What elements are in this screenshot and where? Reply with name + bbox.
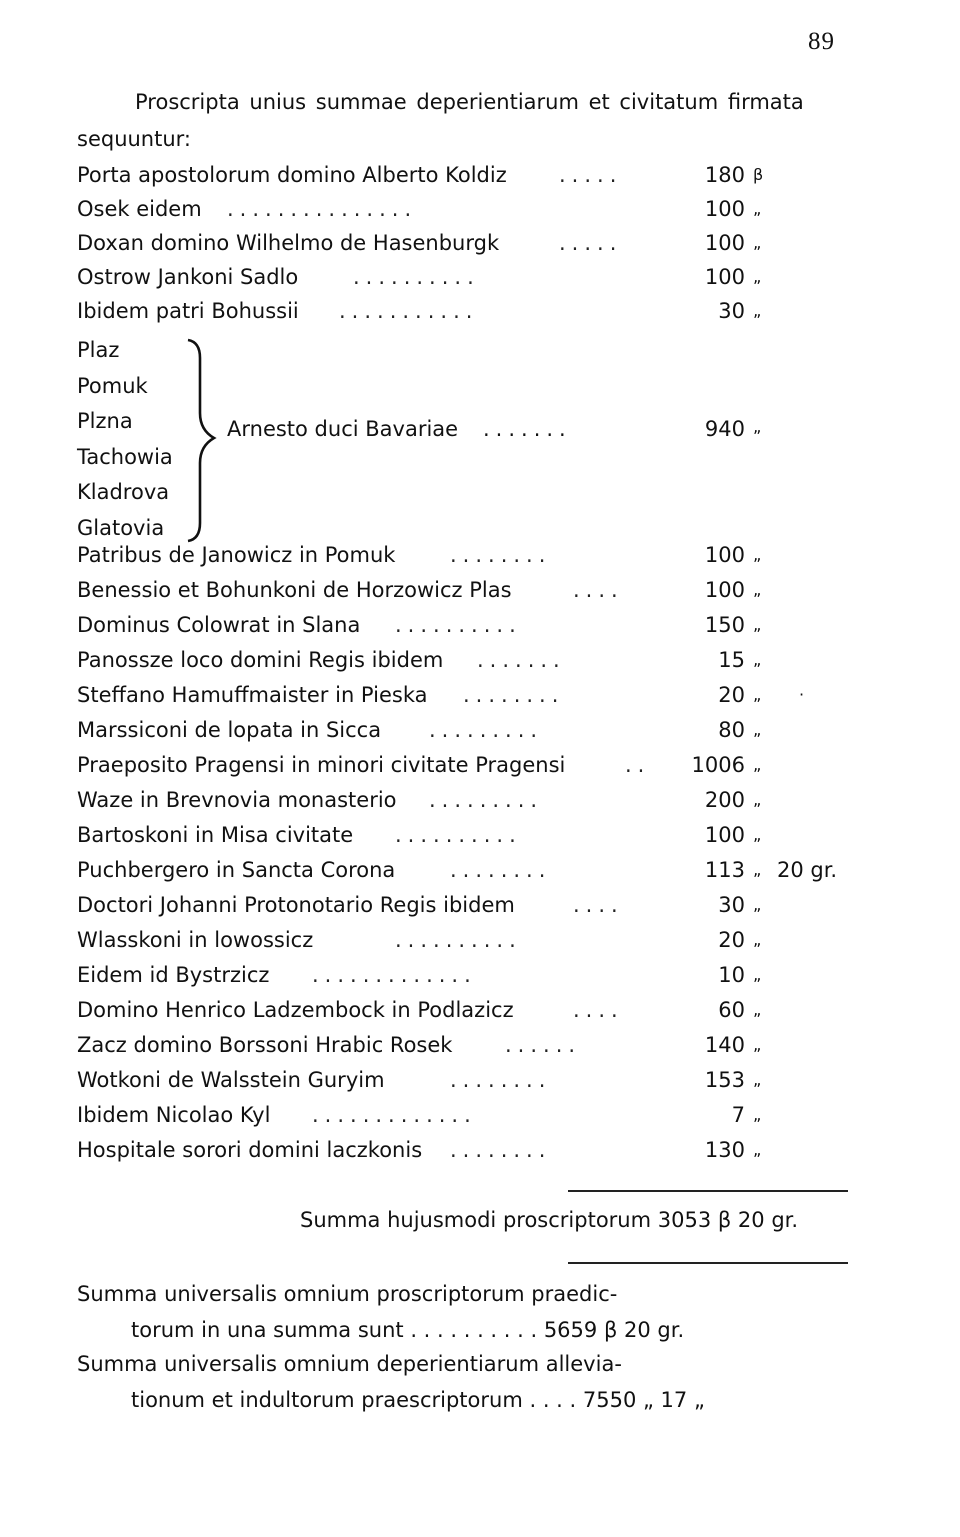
- place-name: Plaz: [77, 338, 120, 362]
- list-item: [77, 923, 877, 957]
- dot-leader: .............: [312, 1103, 477, 1127]
- entry-amount: 180: [704, 163, 745, 187]
- entry-amount: 80: [718, 718, 745, 742]
- universal-summary-1: [77, 1282, 685, 1342]
- dot-leader: ....: [573, 998, 624, 1022]
- entry-unit: „: [753, 267, 762, 286]
- dot-leader: .......: [483, 417, 572, 441]
- entry-amount: 20: [718, 928, 745, 952]
- dot-leader: ....: [573, 578, 624, 602]
- summary-line: Summa universalis omnium proscriptorum praedic-: [77, 1282, 618, 1306]
- entry-name: Puchbergero in Sancta Corona: [77, 858, 396, 882]
- place-name: Pomuk: [77, 373, 148, 398]
- summary-line: tionum et indultorum praescriptorum . . . . 7550 „ 17 „: [131, 1388, 705, 1412]
- entry-name: Praeposito Pragensi in minori civitate Pragensi: [77, 753, 566, 777]
- dot-leader: ..........: [395, 928, 522, 952]
- dot-leader: .........: [429, 718, 544, 742]
- intro-line-2: sequuntur:: [77, 127, 192, 151]
- entry-unit: „: [753, 1070, 762, 1089]
- list-item: [77, 888, 877, 922]
- list-item: [77, 260, 877, 294]
- entry-name: Ostrow Jankoni Sadlo: [77, 265, 299, 289]
- entry-amount: 100: [704, 578, 745, 602]
- entry-unit: „: [753, 615, 762, 634]
- entry-unit: „: [753, 720, 762, 739]
- entry-name: Waze in Brevnovia monasterio: [77, 788, 397, 812]
- entry-name: Panossze loco domini Regis ibidem: [77, 648, 444, 672]
- entry-unit: β: [753, 165, 764, 184]
- list-item: [77, 1063, 877, 1097]
- list-item: [77, 226, 877, 260]
- entry-amount: 10: [718, 963, 745, 987]
- entry-unit: „: [753, 545, 762, 564]
- entry-name: Hospitale sorori domini laczkonis: [77, 1138, 423, 1162]
- stray-mark: ·: [799, 685, 805, 704]
- entry-name: Osek eidem: [77, 197, 202, 221]
- entry-amount: 130: [704, 1138, 745, 1162]
- entry-name: Zacz domino Borssoni Hrabic Rosek: [77, 1033, 453, 1057]
- right-brace-icon: [180, 338, 220, 543]
- dot-leader: ..: [625, 753, 651, 777]
- dot-leader: ..........: [395, 823, 522, 847]
- list-item: [77, 993, 877, 1027]
- dot-leader: ........: [450, 1138, 552, 1162]
- entry-unit: „: [753, 1035, 762, 1054]
- list-item: [77, 783, 877, 817]
- entry-name: Porta apostolorum domino Alberto Koldiz: [77, 163, 507, 187]
- entry-amount: 140: [704, 1033, 745, 1057]
- list-item: [77, 294, 877, 328]
- entry-name: Eidem id Bystrzicz: [77, 963, 270, 987]
- list-item: [77, 1098, 877, 1132]
- entry-unit: „: [753, 1105, 762, 1124]
- dot-leader: .......: [477, 648, 566, 672]
- entry-amount: 100: [704, 197, 745, 221]
- place-name: Tachowia: [77, 444, 173, 469]
- list-item: [77, 158, 877, 192]
- entry-name: Wlasskoni in lowossicz: [77, 928, 314, 952]
- entry-extra: 20 gr.: [777, 858, 838, 882]
- list-item: [77, 1028, 877, 1062]
- entry-unit: „: [753, 965, 762, 984]
- dot-leader: .............: [312, 963, 477, 987]
- entry-unit: „: [753, 755, 762, 774]
- summary-line: Summa universalis omnium deperientiarum allevia-: [77, 1352, 622, 1376]
- subtotal-line: Summa hujusmodi proscriptorum 3053 β 20 gr.: [300, 1208, 799, 1232]
- entry-amount: 100: [704, 231, 745, 255]
- entry-amount: 100: [704, 265, 745, 289]
- dot-leader: .........: [429, 788, 544, 812]
- group-unit: „: [753, 417, 762, 436]
- list-item: [77, 818, 877, 852]
- entry-amount: 150: [704, 613, 745, 637]
- entry-unit: „: [753, 301, 762, 320]
- list-item: [77, 958, 877, 992]
- entry-amount: 15: [718, 648, 745, 672]
- subtotal-rule-top: [568, 1190, 848, 1192]
- list-item: [77, 573, 877, 607]
- dot-leader: ........: [450, 858, 552, 882]
- entry-amount: 100: [704, 823, 745, 847]
- dot-leader: ........: [450, 543, 552, 567]
- universal-summary-2: [77, 1352, 705, 1412]
- dot-leader: ..........: [353, 265, 480, 289]
- place-name: Kladrova: [77, 480, 170, 504]
- group-recipient: Arnesto duci Bavariae: [227, 417, 459, 441]
- entry-name: Doxan domino Wilhelmo de Hasenburgk: [77, 231, 500, 255]
- entry-name: Ibidem patri Bohussii: [77, 299, 299, 323]
- intro-paragraph: [77, 84, 877, 158]
- entry-amount: 60: [718, 998, 745, 1022]
- dot-leader: ........: [463, 683, 565, 707]
- intro-line-1: Proscripta unius summae deperientiarum et civitatum firmata: [135, 90, 804, 114]
- dot-leader: ..........: [395, 613, 522, 637]
- list-item: [77, 608, 877, 642]
- entry-name: Marssiconi de lopata in Sicca: [77, 718, 382, 742]
- entry-amount: 30: [718, 893, 745, 917]
- place-name: Plzna: [77, 409, 133, 433]
- dot-leader: ...........: [339, 299, 479, 323]
- entry-name: Domino Henrico Ladzembock in Podlazicz: [77, 998, 514, 1022]
- entry-unit: „: [753, 860, 762, 879]
- subtotal-rule-bottom: [568, 1262, 848, 1264]
- list-item: [77, 538, 877, 572]
- list-item: [77, 643, 877, 677]
- entry-amount: 153: [704, 1068, 745, 1092]
- entry-name: Bartoskoni in Misa civitate: [77, 823, 354, 847]
- dot-leader: ......: [505, 1033, 582, 1057]
- entry-unit: „: [753, 1140, 762, 1159]
- entry-name: Benessio et Bohunkoni de Horzowicz Plas: [77, 578, 512, 602]
- entry-unit: „: [753, 930, 762, 949]
- entry-amount: 113: [704, 858, 745, 882]
- entry-amount: 7: [731, 1103, 745, 1127]
- entry-name: Ibidem Nicolao Kyl: [77, 1103, 271, 1127]
- dot-leader: ....: [573, 893, 624, 917]
- list-item: [77, 192, 877, 226]
- entry-name: Dominus Colowrat in Slana: [77, 613, 361, 637]
- list-item: [77, 713, 877, 747]
- dot-leader: ...............: [227, 197, 418, 221]
- entry-amount: 200: [704, 788, 745, 812]
- place-name: Glatovia: [77, 515, 165, 540]
- entry-amount: 30: [718, 299, 745, 323]
- entry-name: Patribus de Janowicz in Pomuk: [77, 543, 396, 567]
- entry-name: Doctori Johanni Protonotario Regis ibidem: [77, 893, 515, 917]
- entry-unit: „: [753, 895, 762, 914]
- entry-unit: „: [753, 233, 762, 252]
- summary-line: torum in una summa sunt . . . . . . . . . . 5659 β 20 gr.: [131, 1318, 685, 1342]
- entry-unit: „: [753, 199, 762, 218]
- group-amount: 940: [704, 417, 745, 441]
- list-item: [77, 853, 877, 887]
- brace-group-places: [77, 333, 173, 546]
- dot-leader: .....: [559, 231, 623, 255]
- dot-leader: ........: [450, 1068, 552, 1092]
- entry-unit: „: [753, 825, 762, 844]
- entry-name: Steffano Hamuffmaister in Pieska: [77, 683, 428, 707]
- entry-unit: „: [753, 1000, 762, 1019]
- entry-amount: 1006: [691, 753, 745, 777]
- entry-amount: 20: [718, 683, 745, 707]
- page-number: 89: [808, 28, 835, 55]
- entry-amount: 100: [704, 543, 745, 567]
- entry-unit: „: [753, 580, 762, 599]
- list-item: [77, 678, 877, 712]
- entry-name: Wotkoni de Walsstein Guryim: [77, 1068, 385, 1092]
- list-item: [77, 1133, 877, 1167]
- list-item: [77, 748, 877, 782]
- dot-leader: .....: [559, 163, 623, 187]
- entry-unit: „: [753, 685, 762, 704]
- entry-unit: „: [753, 790, 762, 809]
- entry-unit: „: [753, 650, 762, 669]
